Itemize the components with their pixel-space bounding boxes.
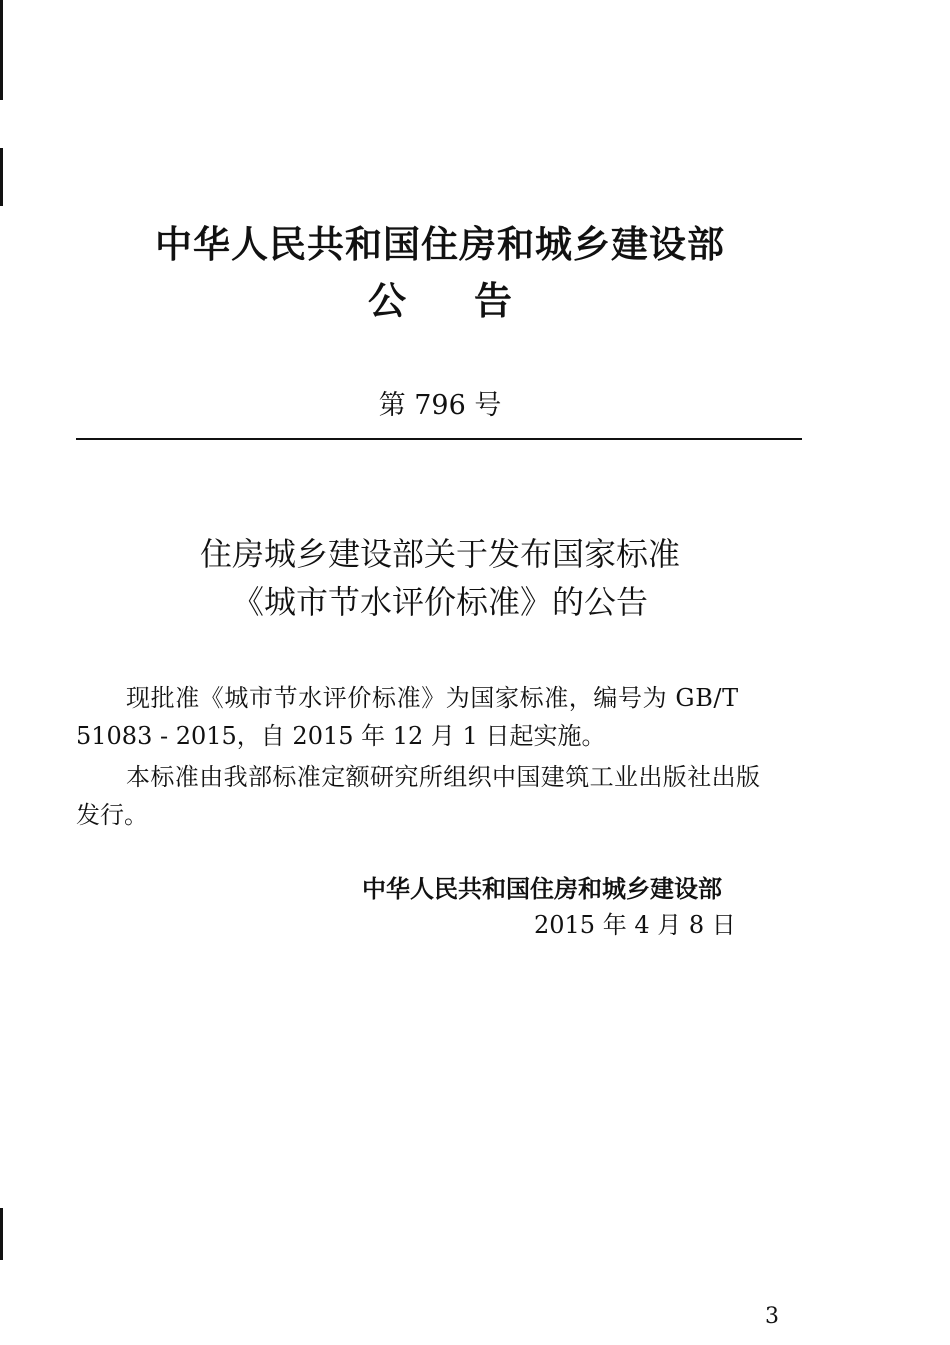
- body-paragraph-1-line-1: 现批准《城市节水评价标准》为国家标准，编号为 GB/T: [126, 684, 739, 712]
- ministry-title: 中华人民共和国住房和城乡建设部: [155, 223, 725, 266]
- document-number: 第 796 号: [378, 390, 502, 421]
- body-paragraph-1-line-2: 51083 - 2015，自 2015 年 12 月 1 日起实施。: [76, 722, 606, 750]
- page-number: 3: [765, 1304, 779, 1329]
- scan-edge-mark: [0, 0, 3, 100]
- title-divider: [76, 438, 802, 440]
- signature-organization: 中华人民共和国住房和城乡建设部: [362, 875, 722, 903]
- subject-line-1: 住房城乡建设部关于发布国家标准: [199, 535, 680, 573]
- signature-date: 2015 年 4 月 8 日: [534, 911, 736, 939]
- body-paragraph-2-line-1: 本标准由我部标准定额研究所组织中国建筑工业出版社出版: [126, 763, 761, 791]
- body-paragraph-2-line-2: 发行。: [76, 801, 148, 829]
- scan-edge-mark: [0, 1208, 3, 1260]
- subject-line-2: 《城市节水评价标准》的公告: [231, 583, 648, 621]
- notice-title: 公告: [367, 279, 580, 323]
- scan-edge-mark: [0, 148, 3, 206]
